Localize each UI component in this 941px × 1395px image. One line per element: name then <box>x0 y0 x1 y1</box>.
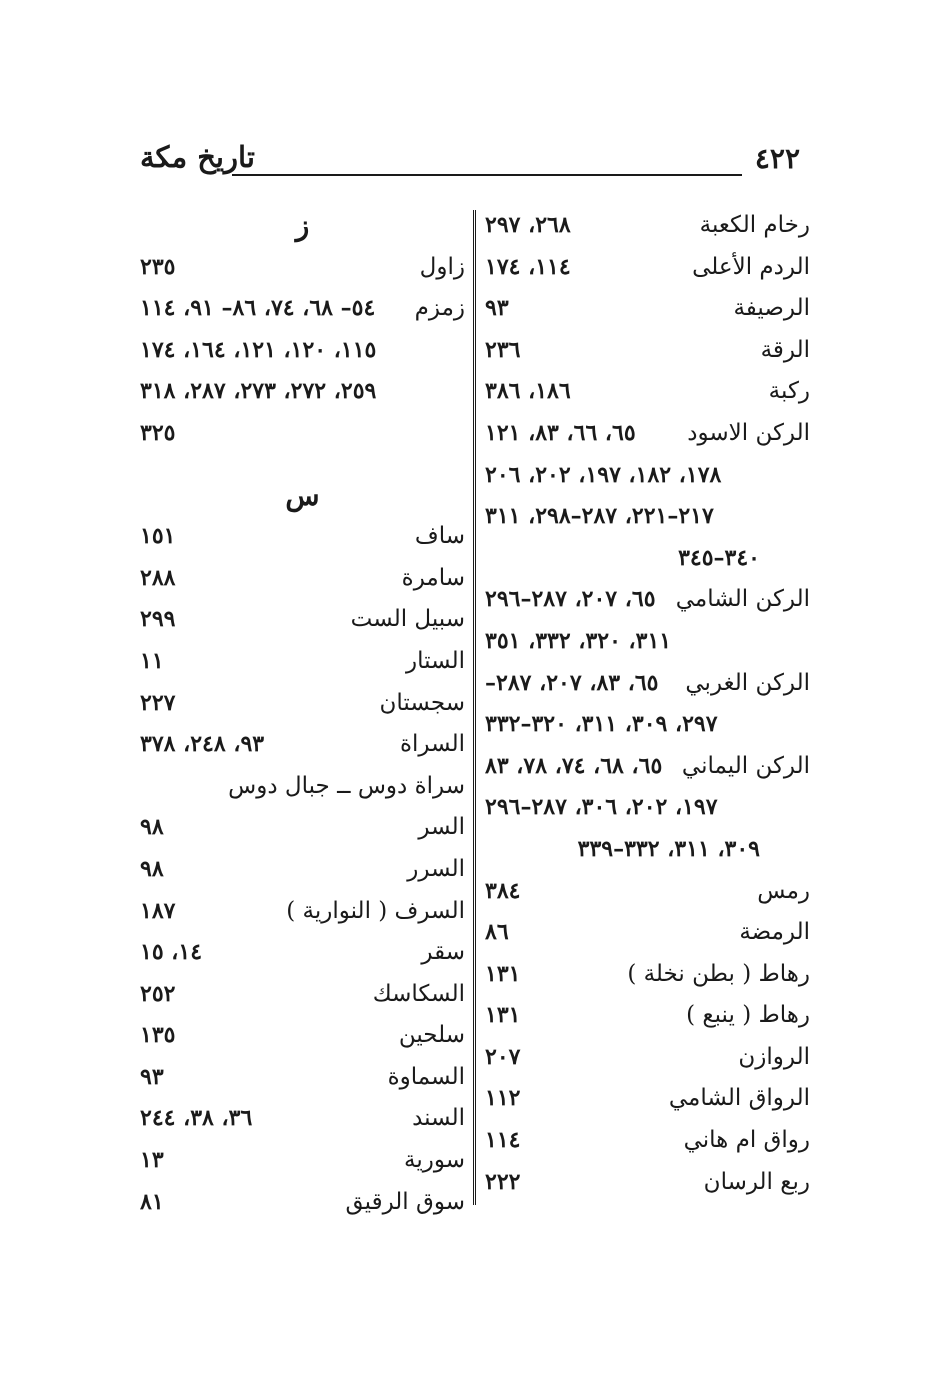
index-entry-continuation <box>485 538 810 580</box>
entry-pages: ٢٣٦ <box>485 336 521 363</box>
entry-name: سبيل الست <box>350 606 465 633</box>
entry-name: زمزم <box>414 295 465 322</box>
entry-pages: ٢٩٩ <box>140 606 176 633</box>
entry-pages: ١٣١ <box>485 1002 521 1029</box>
entry-pages: ٥٤– ٦٨، ٧٤، ٨٦– ٩١، ١١٤ <box>140 295 376 322</box>
index-entry <box>485 413 810 455</box>
entry-pages: ٦٥، ٦٨، ٧٤، ٧٨، ٨٣ <box>485 752 663 779</box>
entry-pages: ٩٨ <box>140 814 164 841</box>
page-header <box>140 140 800 186</box>
entry-name: الركن اليماني <box>681 752 810 779</box>
entry-name: السند <box>412 1105 465 1132</box>
entry-name: الرصيفة <box>733 295 810 322</box>
entry-pages: ١١٥، ١٢٠، ١٢١، ١٦٤، ١٧٤ <box>140 336 377 363</box>
entry-pages: ١١٤، ١٧٤ <box>485 253 571 280</box>
index-entry-continuation <box>485 704 810 746</box>
index-entry <box>485 871 810 913</box>
entry-name: سجستان <box>379 689 465 716</box>
entry-pages: ٦٥، ٦٦، ٨٣، ١٢١ <box>485 419 636 446</box>
index-entry <box>485 995 810 1037</box>
entry-name: الستار <box>406 647 465 674</box>
index-entry-continuation <box>485 787 810 829</box>
entry-name: الركن الغربي <box>685 669 810 696</box>
entry-name: سراة دوس ــ جبال دوس <box>228 772 465 799</box>
entry-pages: ٢٥٢ <box>140 980 176 1007</box>
entry-name: رهاط ( ينبع ) <box>686 1002 810 1029</box>
entry-pages: ٣٢٥ <box>140 419 176 446</box>
index-entry-continuation <box>485 496 810 538</box>
entry-pages: ٢٩٧، ٣٠٩، ٣١١، ٣٢٠–٣٣٢ <box>485 711 718 738</box>
entry-name: ربع الرسان <box>703 1168 810 1195</box>
entry-name: ساف <box>414 523 465 550</box>
entry-name: زاول <box>419 253 465 280</box>
index-entry <box>485 288 810 330</box>
entry-pages: ٩٣ <box>485 295 509 322</box>
entry-name: السرر <box>407 855 465 882</box>
entry-name: رخام الكعبة <box>699 212 810 238</box>
entry-pages: ٣٠٩، ٣١١، ٣٣٢–٣٣٩ <box>577 835 760 862</box>
entry-pages: ١٣ <box>140 1147 164 1174</box>
entry-name: السرف ( النوارية ) <box>286 897 465 924</box>
index-entry <box>140 1015 465 1057</box>
entry-name: رمس <box>757 877 810 904</box>
index-entry <box>140 1098 465 1140</box>
index-entry <box>140 766 465 808</box>
entry-name: السراة <box>399 731 465 758</box>
book-title: تاريخ مكة <box>140 140 255 174</box>
index-column-left <box>140 205 465 1223</box>
section-za <box>140 247 465 455</box>
entry-pages: ١١٤ <box>485 1127 521 1154</box>
index-entry <box>485 579 810 621</box>
entry-pages: ٣٤٠–٣٤٥ <box>678 544 760 571</box>
index-entry <box>485 371 810 413</box>
entry-pages: ٩٣ <box>140 1063 164 1090</box>
index-entry <box>485 1078 810 1120</box>
entry-pages: ٣٦، ٣٨، ٢٤٤ <box>140 1105 253 1132</box>
index-entry <box>485 912 810 954</box>
index-column-right <box>485 205 810 1203</box>
entry-name: الردم الأعلى <box>692 253 810 280</box>
entry-name: سامرة <box>401 564 465 591</box>
entry-name: السماوة <box>387 1063 465 1090</box>
entry-pages: ١٩٧، ٢٠٢، ٣٠٦، ٢٨٧–٢٩٦ <box>485 794 718 821</box>
index-entry-continuation <box>140 330 465 372</box>
entry-pages: ٣٨٤ <box>485 877 521 904</box>
entry-pages: ١١ <box>140 647 164 674</box>
index-entry <box>485 954 810 996</box>
entry-name: الروازن <box>738 1043 810 1070</box>
entry-name: ركبة <box>768 378 810 405</box>
index-entry <box>140 288 465 330</box>
index-entry <box>140 932 465 974</box>
entry-pages: ٢٨٨ <box>140 564 176 591</box>
entry-pages: ١٨٦، ٣٨٦ <box>485 378 571 405</box>
entry-pages: ١٧٨، ١٨٢، ١٩٧، ٢٠٢، ٢٠٦ <box>485 461 722 488</box>
index-entry <box>140 641 465 683</box>
index-entry <box>485 1037 810 1079</box>
index-entry <box>140 558 465 600</box>
entry-pages: ٩٨ <box>140 855 164 882</box>
entry-pages: ٨٦ <box>485 919 509 946</box>
entry-pages: ١٤، ١٥ <box>140 939 203 966</box>
index-entry <box>140 849 465 891</box>
index-entry <box>140 599 465 641</box>
index-entry <box>485 663 810 705</box>
entry-pages: ١٣١ <box>485 960 521 987</box>
index-entry <box>140 247 465 289</box>
entry-pages: ٢٢٧ <box>140 689 176 716</box>
entry-pages: ١٨٧ <box>140 897 176 924</box>
index-entry <box>140 891 465 933</box>
entry-pages: ٢٥٩، ٢٧٢، ٢٧٣، ٢٨٧، ٣١٨ <box>140 378 377 405</box>
entry-name: سورية <box>404 1147 465 1174</box>
index-entry <box>140 1140 465 1182</box>
entry-pages: ٦٥، ٨٣، ٢٠٧، ٢٨٧– <box>485 669 659 696</box>
entry-pages: ١٥١ <box>140 523 176 550</box>
entry-name: رهاط ( بطن نخلة ) <box>627 960 810 987</box>
index-entry <box>485 1162 810 1204</box>
entry-pages: ١١٢ <box>485 1085 521 1112</box>
header-rule <box>232 174 742 176</box>
entry-name: الركن الاسود <box>687 419 810 446</box>
entry-pages: ٩٣، ٢٤٨، ٣٧٨ <box>140 731 265 758</box>
index-entry <box>485 330 810 372</box>
entry-pages: ٢١٧–٢٢١، ٢٨٧–٢٩٨، ٣١١ <box>485 503 714 530</box>
entry-pages: ٣١١، ٣٢٠، ٣٣٢، ٣٥١ <box>485 627 672 654</box>
index-entry <box>485 247 810 289</box>
entry-name: سلحين <box>398 1022 465 1049</box>
entry-name: السكاسك <box>372 980 465 1007</box>
index-entry-continuation <box>485 455 810 497</box>
index-entry <box>140 724 465 766</box>
entry-name: السر <box>418 814 465 841</box>
page-number: ٤٢٢ <box>754 142 800 175</box>
index-entry <box>140 1057 465 1099</box>
column-divider <box>473 210 476 1205</box>
index-entry <box>485 746 810 788</box>
section-gap <box>140 455 465 475</box>
index-entry <box>140 516 465 558</box>
index-entry <box>140 807 465 849</box>
entry-name: سقر <box>421 939 465 966</box>
entry-pages: ٢٣٥ <box>140 253 176 280</box>
index-entry <box>485 205 810 247</box>
index-entry <box>140 974 465 1016</box>
index-entry <box>140 1182 465 1224</box>
entry-pages: ٨١ <box>140 1188 164 1215</box>
entry-name: الرمضة <box>739 919 810 946</box>
index-entry <box>140 683 465 725</box>
index-entry-continuation <box>140 371 465 413</box>
section-sin <box>140 516 465 1223</box>
index-entry-continuation <box>485 621 810 663</box>
entry-pages: ٦٥، ٢٠٧، ٢٨٧–٢٩٦ <box>485 586 656 613</box>
entry-name: رواق ام هاني <box>683 1127 810 1154</box>
index-entry-continuation <box>140 413 465 455</box>
entry-pages: ١٣٥ <box>140 1022 176 1049</box>
entry-name: الرواق الشامي <box>668 1085 810 1112</box>
entry-pages: ٢٦٨، ٢٩٧ <box>485 212 571 238</box>
entry-name: سوق الرقيق <box>345 1188 465 1215</box>
index-entry <box>485 1120 810 1162</box>
entry-name: الركن الشامي <box>675 586 810 613</box>
letter-heading-za: ز <box>295 209 310 242</box>
letter-heading-sin: س <box>285 478 320 512</box>
entry-name: الرقة <box>760 336 810 363</box>
index-entry-continuation <box>485 829 810 871</box>
entry-pages: ٢٢٢ <box>485 1168 521 1195</box>
entry-pages: ٢٠٧ <box>485 1043 521 1070</box>
